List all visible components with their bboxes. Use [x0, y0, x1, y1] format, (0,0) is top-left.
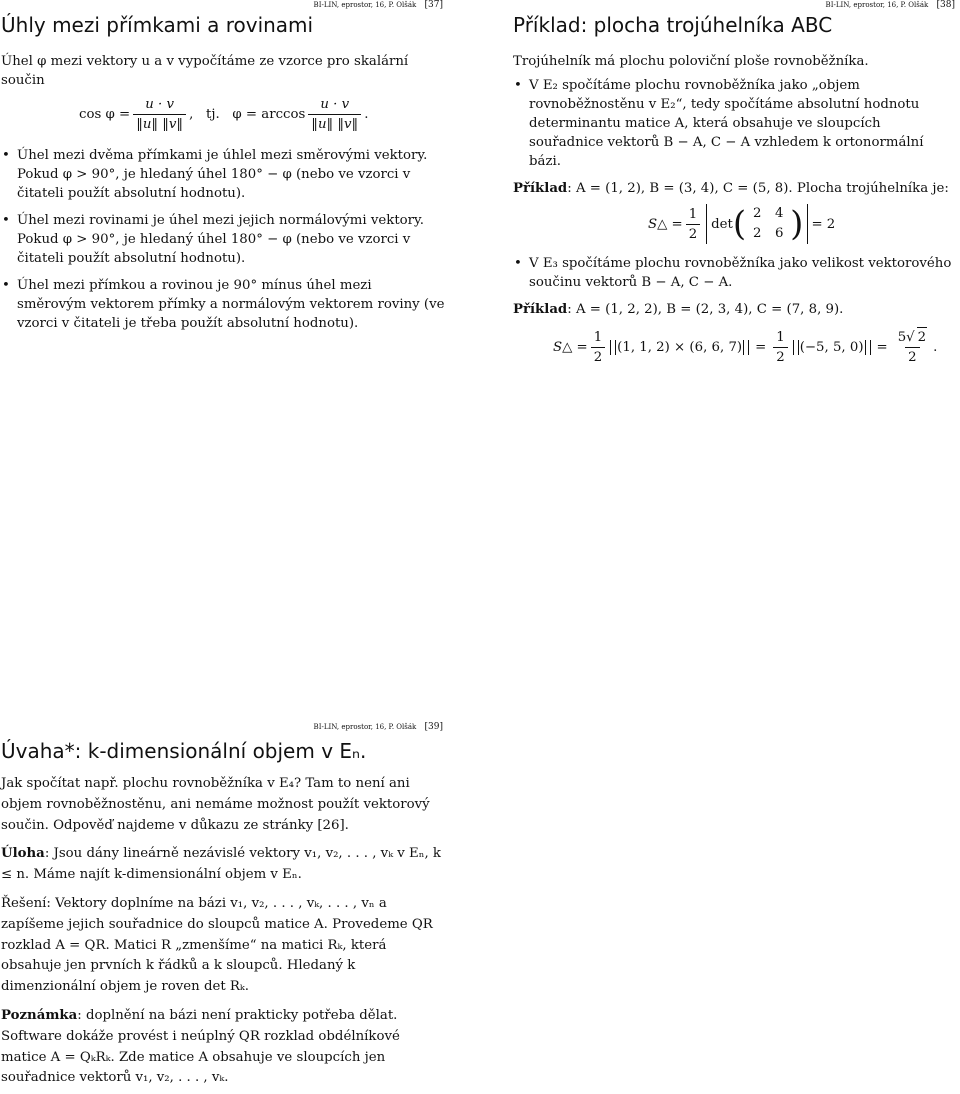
- bullet-list: [513, 76, 957, 171]
- matrix-cell: 6: [774, 226, 784, 241]
- matrix-2x2: [733, 204, 804, 244]
- bullet-item: • Úhel mezi přímkou a rovinou je 90° mínus úhel mezi směrovým vektorem přímky a normálovým vektorem roviny (ve vzorci v čitateli je třeba použít absolutní hodnotu).: [1, 276, 445, 333]
- fraction-denominator: ‖u‖ ‖v‖: [308, 114, 361, 134]
- cross-product-norm: (1, 1, 2) × (6, 6, 7): [614, 338, 745, 357]
- slide-body: [513, 52, 957, 367]
- header-text: BI-LIN, eprostor, 16, P. Olšák: [313, 723, 417, 731]
- slide-title: Úvaha*: k-dimensionální objem v Eₙ.: [1, 739, 367, 763]
- fraction-denominator: 2: [591, 347, 605, 367]
- matrix-cells: [746, 204, 790, 244]
- sqrt-radicand: 2: [917, 327, 927, 347]
- slide-body: [1, 52, 445, 341]
- sqrt-symbol: √: [906, 330, 915, 345]
- formula-mid: , tj. φ = arccos: [189, 107, 306, 122]
- note-label: Poznámka: [1, 1007, 78, 1023]
- task-label: Úloha: [1, 846, 45, 862]
- fraction-numerator: [895, 327, 930, 347]
- formula-lhs: S△ =: [648, 216, 683, 232]
- slide-title: Příklad: plocha trojúhelníka ABC: [513, 13, 833, 37]
- slide-header: [314, 0, 443, 10]
- matrix-cell: 2: [752, 206, 762, 221]
- fraction-denominator: ‖u‖ ‖v‖: [133, 114, 186, 134]
- det-label: det: [711, 216, 733, 232]
- example-label: Příklad: [513, 181, 568, 196]
- fraction-numerator: 1: [593, 329, 603, 345]
- page-number: [39]: [424, 722, 443, 732]
- intro-text: Trojúhelník má plochu poloviční ploše rovnoběžníka.: [513, 54, 869, 69]
- angle-formula: [79, 95, 445, 134]
- area-formula-2d: [648, 204, 957, 244]
- left-paren: (: [732, 204, 747, 244]
- header-text: BI-LIN, eprostor, 16, P. Olšák: [313, 1, 417, 9]
- half-fraction: [686, 205, 700, 244]
- intro-text: Úhel φ mezi vektory u a v vypočítáme ze vzorce pro skalární součin: [1, 54, 409, 88]
- vector-norm: (−5, 5, 0): [797, 338, 867, 357]
- half-fraction: [591, 328, 605, 367]
- task-paragraph: [1, 844, 445, 886]
- example-line: [513, 179, 957, 198]
- matrix-cell: 2: [752, 226, 762, 241]
- bullet-item: • V E₂ spočítáme plochu rovnoběžníka jako „objem rovnoběžnostěnu v E₂“, tedy spočítáme absolutní hodnotu determinantu matice A, která obsahuje ve sloupcích souřadnice vektorů B − A, C − A vzhledem k ortonormální bázi.: [513, 76, 957, 171]
- bullet-list: [1, 146, 445, 333]
- example-line: [513, 300, 957, 319]
- formula-lhs: cos φ =: [79, 107, 131, 122]
- slide-header: [826, 0, 955, 10]
- example-text: : A = (1, 2), B = (3, 4), C = (5, 8). Plocha trojúhelníka je:: [567, 181, 949, 196]
- abs-value: [706, 204, 808, 244]
- formula-rhs: = 2: [811, 216, 836, 232]
- fraction-denominator: 2: [773, 347, 787, 367]
- fraction-numerator: 1: [776, 329, 785, 345]
- fraction-numerator: u · v: [145, 97, 175, 112]
- formula-end: .: [364, 107, 369, 122]
- equals-sign: =: [876, 339, 888, 355]
- example-text: : A = (1, 2, 2), B = (2, 3, 4), C = (7, 8, 9).: [567, 302, 844, 317]
- note-paragraph: [1, 1006, 445, 1089]
- half-fraction: [773, 328, 787, 367]
- fraction-denominator: 2: [686, 224, 700, 244]
- fraction-numerator: 1: [688, 206, 698, 222]
- area-formula-3d: [553, 327, 957, 367]
- fraction-numerator: u · v: [320, 97, 350, 112]
- solution-paragraph: Řešení: Vektory doplníme na bázi v₁, v₂, . . . , vₖ, . . . , vₙ a zapíšeme jejich souřadnice do sloupců matice A. Provedeme QR rozklad A = QR. Matici R „zmenšíme“ na matici Rₖ, která obsahuje jen prvních k řádků a k sloupců. Hledaný k dimenzionální objem je roven det Rₖ.: [1, 895, 433, 995]
- bullet-item: • Úhel mezi rovinami je úhel mezi jejich normálovými vektory. Pokud φ > 90°, je hledaný úhel 180° − φ (nebo ve vzorci v čitateli použít absolutní hodnotu).: [1, 211, 445, 268]
- slide-body: [1, 774, 445, 1094]
- slide-38: [512, 0, 957, 365]
- task-text: : Jsou dány lineárně nezávislé vektory v₁, v₂, . . . , vₖ v Eₙ, k ≤ n. Máme najít k-dimensionální objem v Eₙ.: [1, 846, 441, 883]
- page-number: [38]: [936, 0, 955, 10]
- slide-header: [314, 722, 443, 732]
- slide-37: [0, 0, 445, 330]
- note-text: : doplnění na bázi není prakticky potřeba dělat. Software dokáže provést i neúplný QR rozklad obdélníkové matice A = QₖRₖ. Zde matice A obsahuje ve sloupcích jen souřadnice vektorů v₁, v₂, . . . , vₖ.: [1, 1007, 400, 1086]
- right-paren: ): [790, 204, 804, 244]
- header-text: BI-LIN, eprostor, 16, P. Olšák: [825, 1, 929, 9]
- example-label: Příklad: [513, 302, 568, 317]
- result-fraction: [895, 327, 930, 367]
- bullet-item: • Úhel mezi dvěma přímkami je úhlel mezi směrovými vektory. Pokud φ > 90°, je hledaný úhel 180° − φ (nebo ve vzorci v čitateli použít absolutní hodnotu).: [1, 146, 445, 203]
- fraction: [133, 95, 186, 134]
- bullet-list: [513, 254, 957, 292]
- formula-end: .: [933, 339, 938, 355]
- slide-title: Úhly mezi přímkami a rovinami: [1, 13, 314, 37]
- result-coef: 5: [897, 330, 907, 345]
- matrix-cell: 4: [774, 206, 784, 221]
- page-number: [37]: [424, 0, 443, 10]
- slide-39: [0, 722, 445, 1086]
- fraction: [308, 95, 361, 134]
- equals-sign: =: [755, 339, 767, 355]
- paragraph: Jak spočítat např. plochu rovnoběžníka v E₄? Tam to není ani objem rovnoběžnostěnu, ani nemáme možnost použít vektorový součin. Odpověď najdeme v důkazu ze stránky [26].: [1, 776, 430, 833]
- fraction-denominator: 2: [905, 347, 919, 367]
- formula-lhs: S△ =: [553, 339, 588, 355]
- bullet-item: • V E₃ spočítáme plochu rovnoběžníka jako velikost vektorového součinu vektorů B − A, C − A.: [513, 254, 957, 292]
